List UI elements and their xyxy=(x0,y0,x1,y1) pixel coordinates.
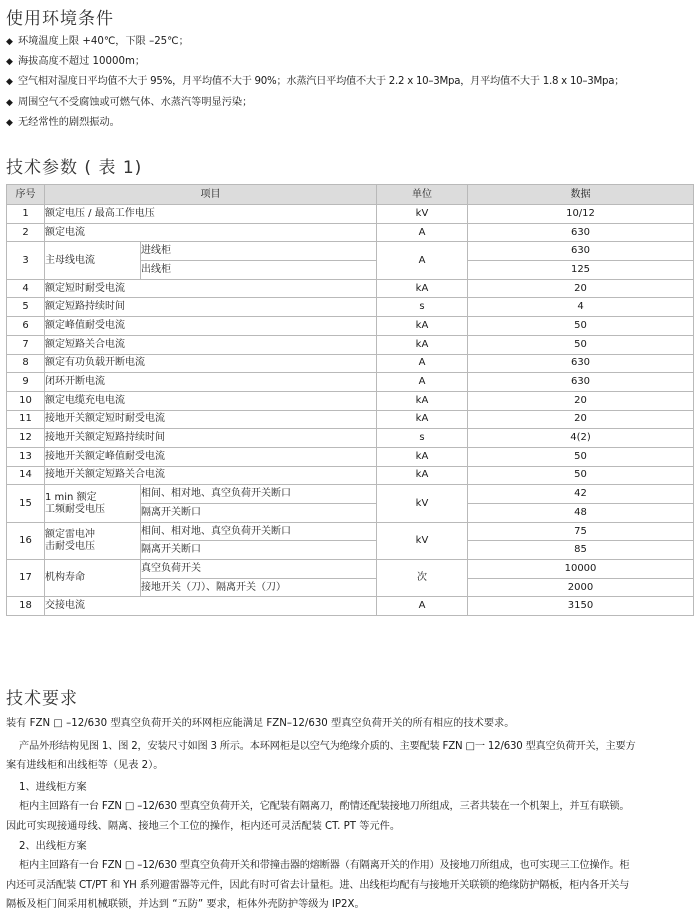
env-item: ◆ 海拔高度不超过 10000m； xyxy=(6,52,624,72)
req-paragraph: 案有进线柜和出线柜等（见表 2）。 xyxy=(6,760,164,772)
table-row: 15 1 min 额定 工频耐受电压 相间、相对地、真空负荷开关断口 kV 42 xyxy=(7,485,694,504)
env-list xyxy=(6,32,624,133)
req-paragraph: 因此可实现接通母线、隔离、接地三个工位的操作，柜内还可灵活配装 CT. PT 等元件。 xyxy=(6,820,401,832)
req-subheading: 1、进线柜方案 xyxy=(19,781,87,793)
req-subheading: 2、出线柜方案 xyxy=(19,840,87,852)
header-item: 项目 xyxy=(45,185,377,205)
header-value: 数据 xyxy=(468,185,694,205)
table-row: 10 额定电缆充电电流 kA 20 xyxy=(7,391,694,410)
table-row: 出线柜 125 xyxy=(7,261,694,280)
table-row: 7 额定短路关合电流 kA 50 xyxy=(7,335,694,354)
req-paragraph: 柜内主回路有一台 FZN □ –12/630 型真空负荷开关和带撞击器的熔断器（有隔离开关的作用）及接地刀所组成，也可实现三工位操作。柜 xyxy=(19,860,630,872)
table-row: 5 额定短路持续时间 s 4 xyxy=(7,298,694,317)
req-heading: 技术要求 xyxy=(6,689,78,709)
diamond-bullet-icon: ◆ xyxy=(6,37,13,47)
req-paragraph: 装有 FZN □ –12/630 型真空负荷开关的环网柜应能满足 FZN–12/630 型真空负荷开关的所有相应的技术要求。 xyxy=(6,718,515,729)
diamond-bullet-icon: ◆ xyxy=(6,97,13,108)
diamond-bullet-icon: ◆ xyxy=(6,77,13,88)
table-row: 18 交接电流 A 3150 xyxy=(7,597,694,616)
table-row: 4 额定短时耐受电流 kA 20 xyxy=(7,279,694,298)
table-row: 12 接地开关额定短路持续时间 s 4(2) xyxy=(7,429,694,448)
env-item: ◆ 周围空气不受腐蚀或可燃气体、水蒸汽等明显污染； xyxy=(6,93,624,113)
req-paragraph: 柜内主回路有一台 FZN □ –12/630 型真空负荷开关，它配装有隔离刀，酌情还配装接地刀所组成，三者共装在一个机架上，并互有联锁。 xyxy=(19,801,630,813)
table-row: 9 闭环开断电流 A 630 xyxy=(7,373,694,392)
table-row: 13 接地开关额定峰值耐受电流 kA 50 xyxy=(7,447,694,466)
req-paragraph: 产品外形结构见图 1、图 2，安装尺寸如图 3 所示。本环网柜是以空气为绝缘介质的、主要配装 FZN □一 12/630 型真空负荷开关，主要方 xyxy=(19,740,636,752)
table-row: 14 接地开关额定短路关合电流 kA 50 xyxy=(7,466,694,485)
table-row: 17 机构寿命 真空负荷开关 次 10000 xyxy=(7,560,694,579)
table-row: 1 额定电压 / 最高工作电压 kV 10/12 xyxy=(7,205,694,224)
params-heading: 技术参数 ( 表 1) xyxy=(6,158,143,178)
spec-table xyxy=(6,184,694,616)
diamond-bullet-icon: ◆ xyxy=(6,117,13,128)
req-paragraph: 隔板及柜门间采用机械联锁，并达到 “五防” 要求，柜体外壳防护等级为 IP2X。 xyxy=(6,899,365,911)
req-body xyxy=(6,714,694,915)
table-row: 2 额定电流 A 630 xyxy=(7,223,694,242)
table-row: 16 额定雷电冲 击耐受电压 相间、相对地、真空负荷开关断口 kV 75 xyxy=(7,522,694,541)
table-row: 3 主母线电流 进线柜 A 630 xyxy=(7,242,694,261)
table-row: 接地开关（刀）、隔离开关（刀） 2000 xyxy=(7,578,694,597)
env-item: ◆ 无经常性的剧烈振动。 xyxy=(6,113,624,133)
env-heading: 使用环境条件 xyxy=(6,9,114,29)
header-unit: 单位 xyxy=(377,185,468,205)
table-header-row xyxy=(7,185,694,205)
env-item: ◆ 空气相对湿度日平均值不大于 95%，月平均值不大于 90%；水蒸汽日平均值不大于 2.2 x 10–3Mpa，月平均值不大于 1.8 x 10–3Mpa； xyxy=(6,72,624,92)
req-paragraph: 内还可灵活配装 CT/PT 和 YH 系列避雷器等元件，因此有时可省去计量柜。进、出线柜均配有与接地开关联锁的绝缘防护隔板，柜内各开关与 xyxy=(6,879,630,891)
table-row: 11 接地开关额定短时耐受电流 kA 20 xyxy=(7,410,694,429)
table-row: 隔离开关断口 48 xyxy=(7,504,694,523)
diamond-bullet-icon: ◆ xyxy=(6,57,13,68)
header-no: 序号 xyxy=(7,185,45,205)
table-row: 6 额定峰值耐受电流 kA 50 xyxy=(7,317,694,336)
table-row: 8 额定有功负载开断电流 A 630 xyxy=(7,354,694,373)
table-row: 隔离开关断口 85 xyxy=(7,541,694,560)
env-item: ◆ 环境温度上限 +40℃，下限 –25℃； xyxy=(6,32,624,52)
